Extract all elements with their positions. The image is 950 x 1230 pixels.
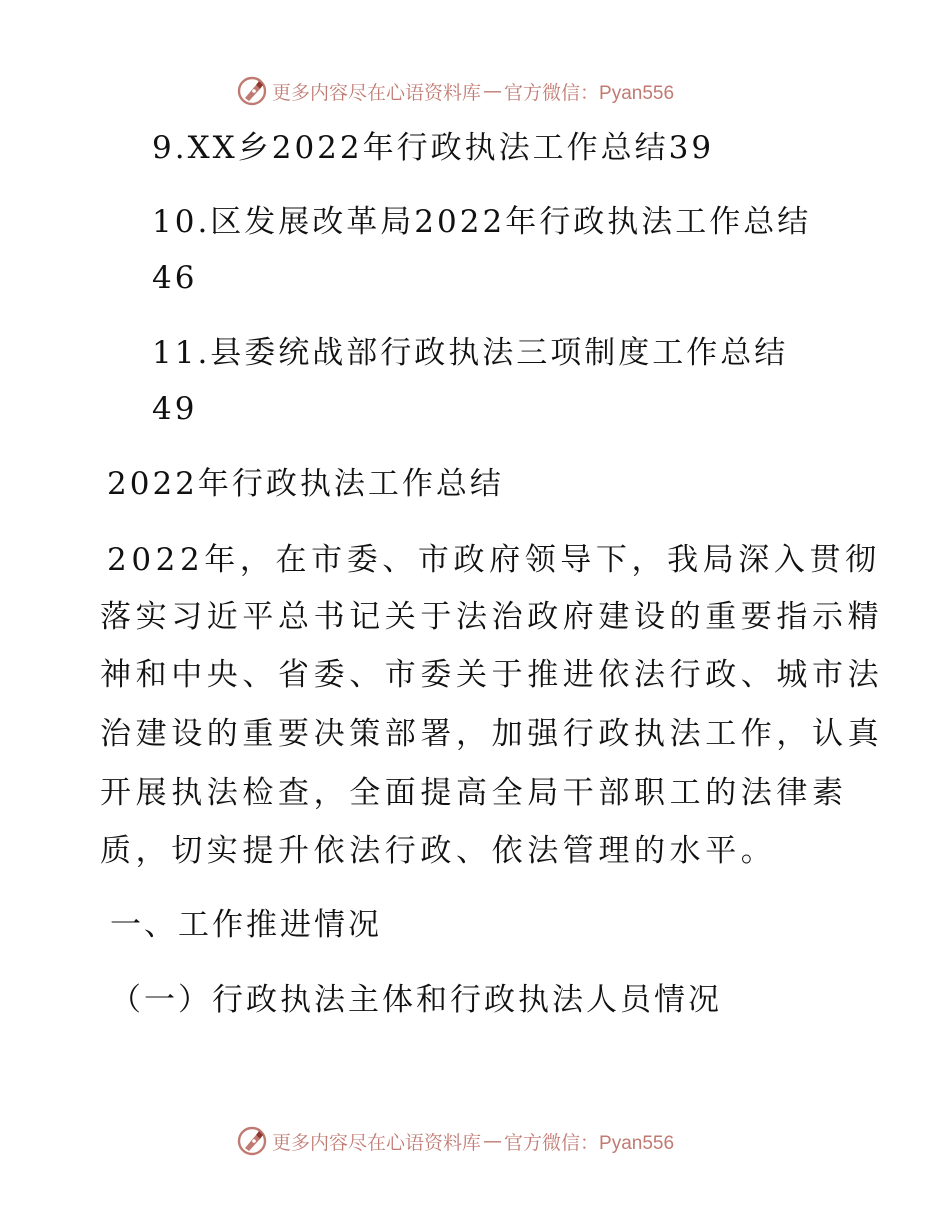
paragraph-line: 治建设的重要决策部署，加强行政执法工作，认真 [100,716,884,752]
watermark-dash: — [483,1130,503,1152]
toc-item-11: 11.县委统战部行政执法三项制度工作总结 [152,335,789,371]
subsection-heading: （一）行政执法主体和行政执法人员情况 [110,982,722,1018]
toc-item-10-page: 46 [152,260,198,296]
article-title: 2022年行政执法工作总结 [107,466,504,502]
watermark-site-text: 更多内容尽在心语资料库 [272,81,482,104]
pen-nib-circle-icon [236,1125,268,1157]
paragraph-line: 2022年，在市委、市政府领导下，我局深入贯彻 [107,542,881,578]
toc-item-10: 10.区发展改革局2022年行政执法工作总结 [152,204,812,240]
watermark-header [236,74,674,108]
toc-item-11-page: 49 [152,391,198,427]
watermark-site-text: 更多内容尽在心语资料库 [272,1131,482,1154]
paragraph-line: 落实习近平总书记关于法治政府建设的重要指示精 [100,599,884,635]
toc-item-9: 9.XX乡2022年行政执法工作总结39 [152,130,715,166]
paragraph-line: 质，切实提升依法行政、依法管理的水平。 [100,833,777,869]
watermark-dash: — [483,80,503,102]
pen-nib-circle-icon [236,75,268,107]
watermark-contact-text: 官方微信：Pyan556 [504,82,675,104]
watermark-footer [236,1124,674,1158]
section-heading: 一、工作推进情况 [110,907,382,943]
watermark-contact-text: 官方微信：Pyan556 [504,1132,675,1154]
paragraph-line: 神和中央、省委、市委关于推进依法行政、城市法 [100,657,884,693]
paragraph-line: 开展执法检查，全面提高全局干部职工的法律素 [100,775,848,811]
